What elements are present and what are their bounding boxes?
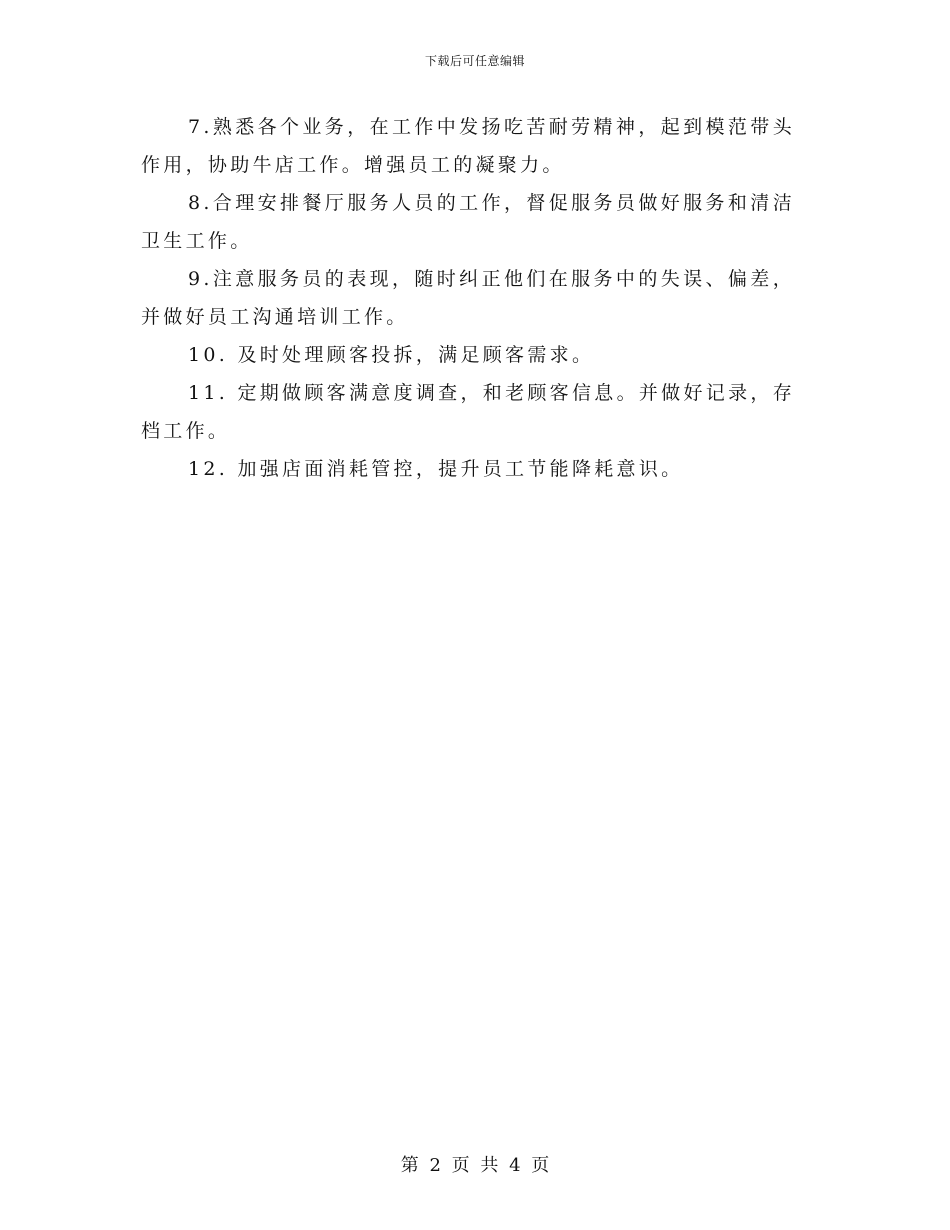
page-footer: 第 2 页 共 4 页 [400,1155,550,1176]
paragraph-item-12: 12. 加强店面消耗管控，提升员工节能降耗意识。 [188,458,684,480]
document-body [141,108,795,488]
paragraph-item-7: 7.熟悉各个业务，在工作中发扬吃苦耐劳精神，起到模范带头作用，协助牛店工作。增强员工的凝聚力。 [141,116,795,176]
paragraph-item-11: 11. 定期做顾客满意度调查，和老顾客信息。并做好记录，存档工作。 [141,382,795,442]
paragraph-item-10: 10. 及时处理顾客投拆，满足顾客需求。 [188,344,595,366]
paragraph-item-8: 8.合理安排餐厅服务人员的工作，督促服务员做好服务和清洁卫生工作。 [141,192,795,252]
page-header: 下载后可任意编辑 [424,54,525,68]
paragraph-item-9: 9.注意服务员的表现，随时纠正他们在服务中的失误、偏差，并做好员工沟通培训工作。 [141,268,795,328]
